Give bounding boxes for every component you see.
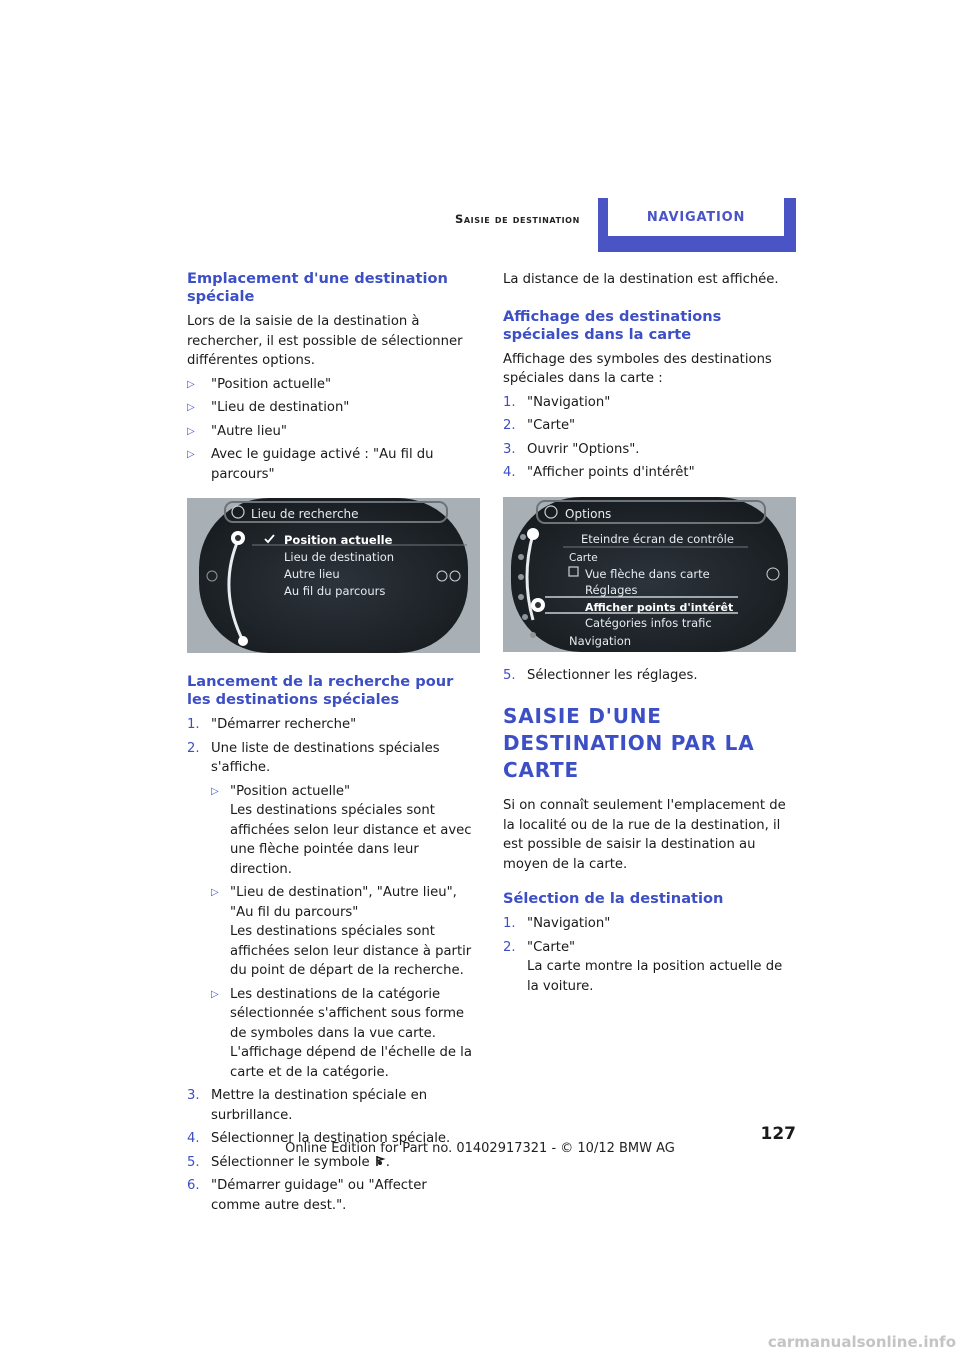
heading-lancement: Lancement de la recherche pour les destinations spéciales <box>187 673 454 708</box>
left-column <box>187 270 480 1219</box>
sub-item-body: Les destinations spéciales sont affichées selon leur distance et avec une flèche pointée dans leur direction. <box>230 803 472 877</box>
screen-menu-item: Au fil du parcours <box>284 584 386 598</box>
step-text: "Démarrer recherche" <box>211 717 357 732</box>
step-number: 5. <box>187 1154 200 1170</box>
paragraph-emplacement: Lors de la saisie de la destination à rechercher, il est possible de sélectionner différentes options. <box>187 314 463 368</box>
section-title: Saisie de destination <box>455 212 580 226</box>
screen-menu-item: Carte <box>569 551 598 564</box>
watermark: carmanualsonline.info <box>767 1333 956 1351</box>
step-text: Mettre la destination spéciale en surbrillance. <box>211 1088 428 1123</box>
screen-menu-item: Navigation <box>569 633 632 648</box>
step-extra-text: La carte montre la position actuelle de la voiture. <box>527 959 783 994</box>
step-text-suffix: . <box>385 1154 390 1170</box>
screen-menu-item: Autre lieu <box>284 567 340 581</box>
screen-menu-item: Catégories infos trafic <box>585 615 712 630</box>
step-text: "Démarrer guidage" ou "Affecter comme autre dest.". <box>211 1178 427 1213</box>
list-item <box>503 416 796 436</box>
step-text: "Carte" <box>527 418 576 433</box>
heading-saisie-par-carte: SAISIE D'UNE DESTINATION PAR LA CARTE <box>503 704 755 782</box>
list-item: ▷ "Autre lieu" <box>187 422 480 442</box>
heading-affichage: Affichage des destinations spéciales dans la carte <box>503 307 722 343</box>
screen-title: Options <box>565 506 612 521</box>
list-item <box>503 914 796 934</box>
step-number: 2. <box>187 740 200 756</box>
step-number: 2. <box>503 418 516 433</box>
sub-list-item <box>211 883 480 981</box>
screen-lieu-de-recherche <box>187 498 480 653</box>
list-item <box>503 393 796 413</box>
edition-footer: Online Edition for Part no. 01402917321 - © 10/12 BMW AG <box>285 1141 675 1156</box>
step-number: 3. <box>187 1088 200 1103</box>
screen-menu-item: Vue flèche dans carte <box>585 566 710 581</box>
step-number: 4. <box>187 1131 200 1146</box>
step-number: 3. <box>503 441 516 457</box>
sub-item-head: "Lieu de destination", "Autre lieu", "Au fil du parcours" <box>230 885 457 920</box>
screen-options <box>503 497 796 652</box>
list-item <box>187 1086 480 1125</box>
step-text: Une liste de destinations spéciales s'affiche. <box>211 740 440 775</box>
step-number: 1. <box>503 394 516 410</box>
step-number: 1. <box>187 717 200 732</box>
screen-menu-item: Réglages <box>585 582 638 597</box>
screen-menu-item: Eteindre écran de contrôle <box>581 531 734 546</box>
step-number: 4. <box>503 465 516 480</box>
paragraph-affichage: Affichage des symboles des destinations spéciales dans la carte : <box>503 351 772 386</box>
list-item: ▷ Avec le guidage activé : "Au fil du parcours" <box>187 445 480 484</box>
screen-title: Lieu de recherche <box>251 507 359 521</box>
step-text: "Afficher points d'intérêt" <box>527 465 695 480</box>
list-item <box>503 463 796 483</box>
list-item <box>503 938 796 997</box>
list-item <box>187 715 480 735</box>
page-number: 127 <box>760 1124 796 1144</box>
step-text: "Navigation" <box>527 394 611 410</box>
step-text: "Carte" <box>527 939 576 955</box>
step-text: "Navigation" <box>527 916 611 931</box>
sub-item-body: Les destinations spéciales sont affichées selon leur distance à partir du point de départ de la recherche. <box>230 924 472 978</box>
step-text: Sélectionner les réglages. <box>527 667 698 683</box>
step-number: 6. <box>187 1178 200 1193</box>
screen-menu-item: Position actuelle <box>284 533 393 547</box>
guidance-flag-icon <box>374 1155 386 1167</box>
sub-list-item <box>211 782 480 880</box>
step-text: Sélectionner le symbole <box>211 1154 370 1170</box>
list-item <box>187 739 480 1083</box>
steps-list <box>503 666 796 686</box>
steps-list <box>503 914 796 996</box>
screen-menu-item: Lieu de destination <box>284 550 395 564</box>
step-number: 1. <box>503 916 516 931</box>
heading-selection: Sélection de la destination <box>503 890 724 907</box>
steps-list <box>187 715 480 1215</box>
list-item <box>187 1176 480 1215</box>
list-item: ▷ "Lieu de destination" <box>187 398 480 418</box>
chapter-tab-label: NAVIGATION <box>608 198 784 236</box>
sub-list <box>211 782 480 1083</box>
list-item: ▷ "Position actuelle" <box>187 375 480 395</box>
options-list <box>187 375 480 485</box>
list-item <box>503 666 796 686</box>
sub-item-head: Les destinations de la catégorie sélectionnée s'affichent sous forme de symboles dans la vue carte. L'affichage dépend de l'échelle de la carte et de la catégorie. <box>230 986 472 1080</box>
step-text: Ouvrir "Options". <box>527 441 640 457</box>
step-text: Sélectionner la destination spéciale. <box>211 1131 451 1146</box>
screen-menu-item: Afficher points d'intérêt <box>585 600 734 614</box>
steps-list <box>503 393 796 483</box>
list-item <box>503 440 796 460</box>
paragraph-distance: La distance de la destination est affichée. <box>503 272 779 287</box>
step-number: 2. <box>503 939 516 955</box>
step-number: 5. <box>503 667 516 683</box>
sub-item-head: "Position actuelle" <box>230 783 351 799</box>
paragraph-saisie-par-carte: Si on connaît seulement l'emplacement de la localité ou de la rue de la destination, il est possible de saisir la destination au moyen de la carte. <box>503 798 786 872</box>
right-column <box>503 270 796 1000</box>
heading-emplacement: Emplacement d'une destination spéciale <box>187 270 448 305</box>
sub-list-item <box>211 985 480 1083</box>
